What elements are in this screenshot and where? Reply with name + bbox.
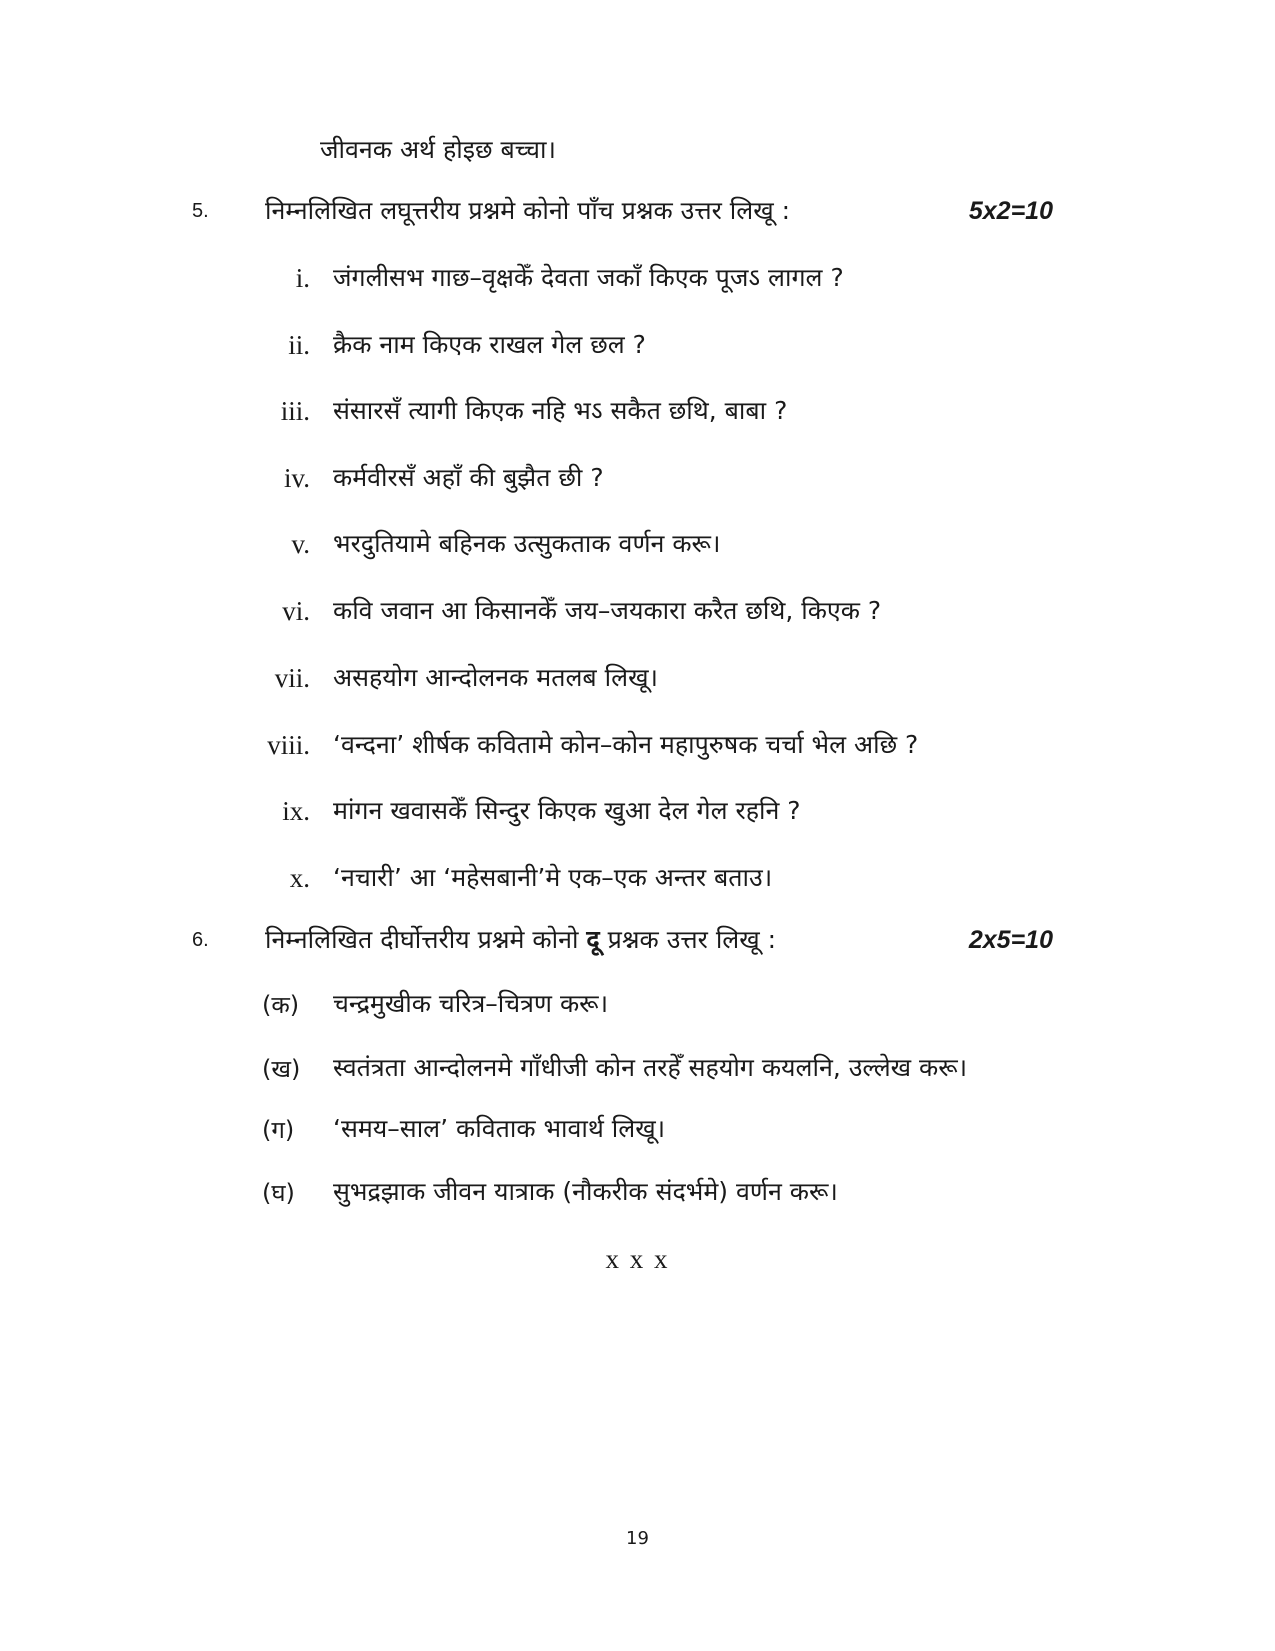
q6-item-label: (घ) — [262, 1178, 295, 1207]
q6-number: 6. — [192, 928, 209, 951]
q5-item-label: ii. — [288, 329, 310, 360]
q5-item-label: viii. — [267, 729, 310, 760]
q5-item-label: i. — [295, 262, 310, 293]
q6-item-label: (ख) — [262, 1054, 301, 1083]
q5-item-text: कर्मवीरसँ अहाँ की बुझैत छी ? — [333, 463, 604, 492]
q5-item-4 — [0, 460, 1275, 496]
q6-marks: 2x5=10 — [968, 925, 1053, 954]
q6-item-ka — [0, 986, 1275, 1022]
q5-item-text: संसारसँ त्यागी किएक नहि भऽ सकैत छथि, बाबा ? — [333, 396, 788, 425]
q5-item-text: असहयोग आन्दोलनक मतलब लिखू। — [333, 663, 658, 692]
q6-instruction — [265, 924, 776, 956]
q6-item-text: ‘समय–साल’ कविताक भावार्थ लिखू। — [333, 1114, 666, 1143]
q5-header — [0, 193, 1275, 229]
q6-header — [0, 922, 1275, 958]
q5-item-label: ix. — [282, 795, 310, 826]
q5-item-6 — [0, 593, 1275, 629]
q5-instruction: निम्नलिखित लघूत्तरीय प्रश्नमे कोनो पाँच प्रश्नक उत्तर लिखू : — [265, 196, 791, 225]
q5-item-1 — [0, 260, 1275, 296]
page-number: 19 — [626, 1528, 649, 1549]
q6-item-text: सुभद्रझाक जीवन यात्राक (नौकरीक संदर्भमे) वर्णन करू। — [333, 1177, 838, 1206]
q5-item-label: x. — [289, 862, 310, 893]
q6-item-gha — [0, 1174, 1275, 1210]
q5-item-label: iv. — [284, 462, 310, 493]
q5-marks: 5x2=10 — [968, 196, 1053, 225]
q5-item-text: क्रैक नाम किएक राखल गेल छल ? — [333, 330, 646, 359]
q6-item-ga — [0, 1111, 1275, 1147]
q5-item-label: v. — [291, 528, 310, 559]
q6-instruction-after: प्रश्नक उत्तर लिखू : — [607, 925, 777, 954]
q5-item-text: भरदुतियामे बहिनक उत्सुकताक वर्णन करू। — [333, 529, 721, 558]
end-of-paper-mark: x x x — [605, 1244, 670, 1274]
q6-instruction-bold: दू — [586, 925, 600, 954]
q6-item-kha — [0, 1050, 1275, 1086]
q5-item-text: कवि जवान आ किसानकेँ जय–जयकारा करैत छथि, किएक ? — [333, 596, 882, 625]
q5-item-label: vii. — [274, 662, 310, 693]
q5-item-8 — [0, 727, 1275, 763]
q5-item-7 — [0, 660, 1275, 696]
q5-item-label: iii. — [280, 395, 310, 426]
q6-item-label: (क) — [262, 990, 300, 1019]
q5-item-3 — [0, 393, 1275, 429]
q6-item-text: स्वतंत्रता आन्दोलनमे गाँधीजी कोन तरहेँ सहयोग कयलनि, उल्लेख करू। — [333, 1053, 968, 1082]
q5-number: 5. — [192, 199, 209, 222]
q5-item-text: ‘नचारी’ आ ‘महेसबानी’मे एक–एक अन्तर बताउ। — [333, 863, 773, 892]
q5-item-text: जंगलीसभ गाछ–वृक्षकेँ देवता जकाँ किएक पूजऽ लागल ? — [333, 263, 844, 292]
q5-item-text: मांगन खवासकेँ सिन्दुर किएक खुआ देल गेल रहनि ? — [333, 796, 801, 825]
q6-item-label: (ग) — [262, 1115, 295, 1144]
q6-instruction-before: निम्नलिखित दीर्घोत्तरीय प्रश्नमे कोनो — [265, 925, 579, 954]
q5-item-label: vi. — [282, 595, 310, 626]
q5-item-9 — [0, 793, 1275, 829]
q5-item-2 — [0, 327, 1275, 363]
continuation-text: जीवनक अर्थ होइछ बच्चा। — [320, 135, 556, 164]
q5-item-5 — [0, 526, 1275, 562]
q5-item-text: ‘वन्दना’ शीर्षक कवितामे कोन–कोन महापुरुषक चर्चा भेल अछि ? — [333, 730, 919, 759]
q6-item-text: चन्द्रमुखीक चरित्र–चित्रण करू। — [333, 989, 609, 1018]
q5-item-10 — [0, 860, 1275, 896]
